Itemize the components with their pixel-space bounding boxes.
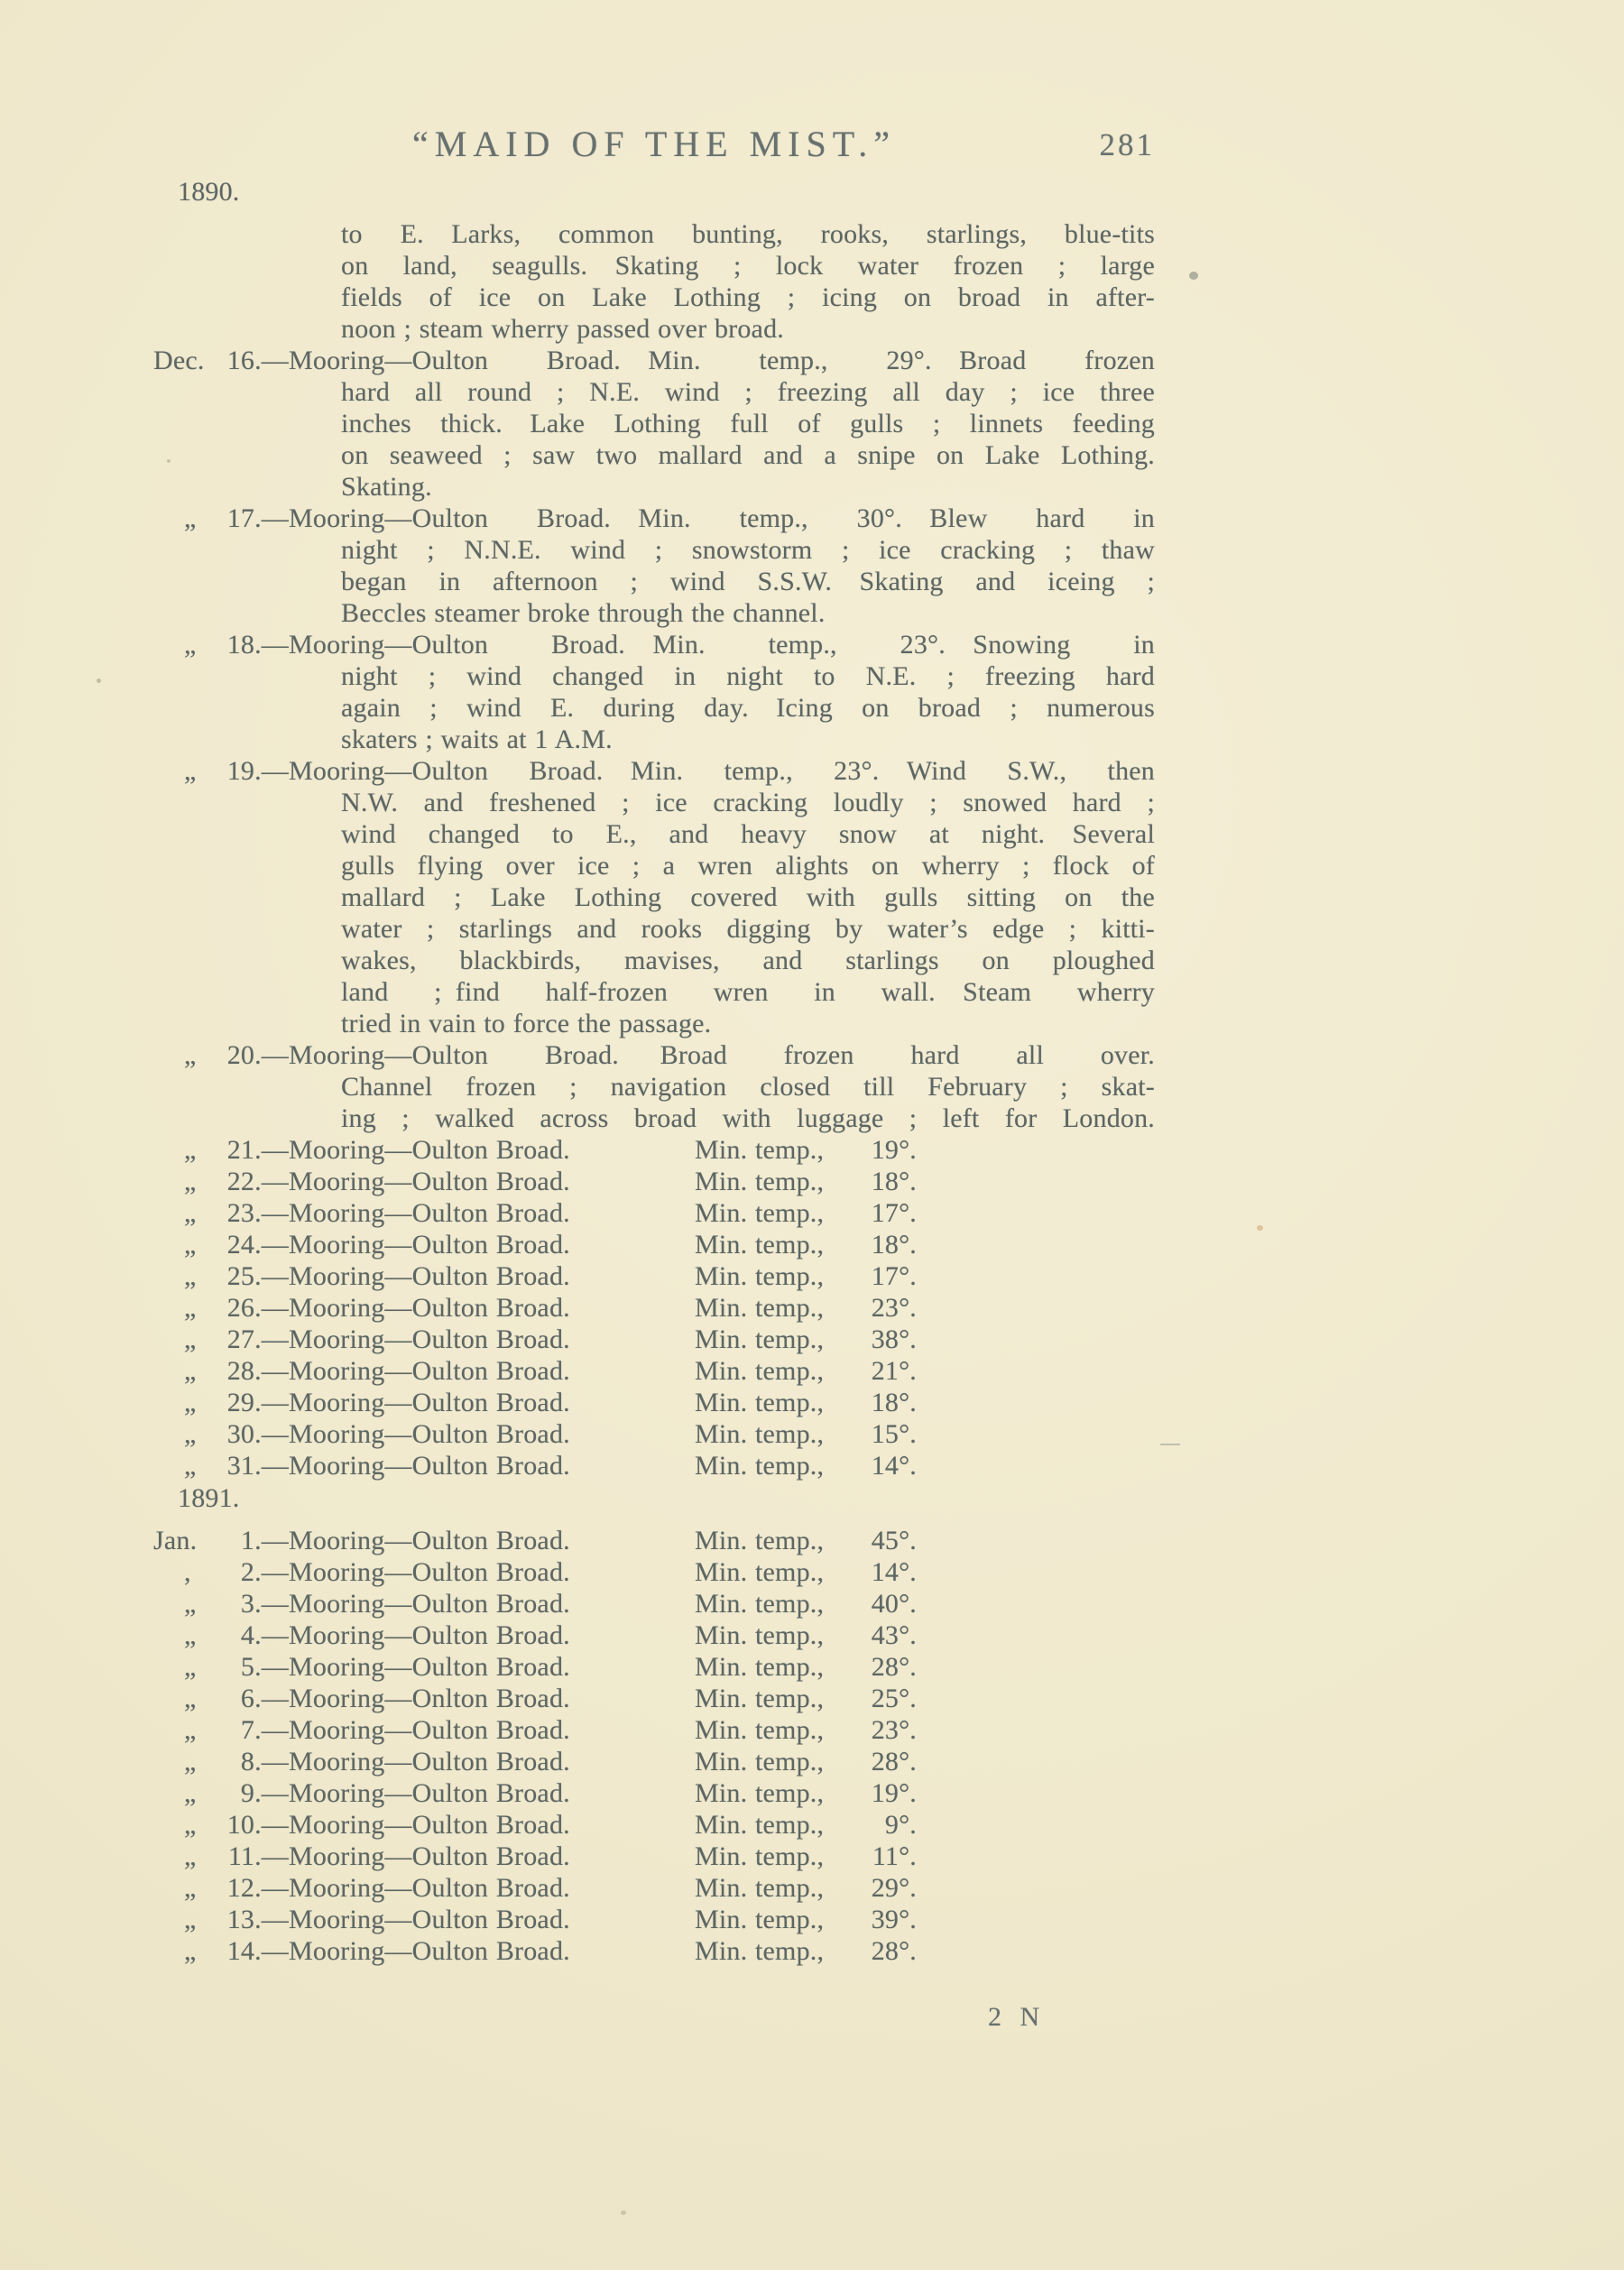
log-entry: [153, 1809, 1155, 1841]
entry-line: [153, 1166, 1155, 1197]
entry-line: on seaweed ; saw two mallard and a snipe on Lake Lothing.: [341, 440, 1155, 470]
entry-line: [153, 1229, 1155, 1260]
entry-line: N.W. and freshened ; ice cracking loudly ; snowed hard ;: [341, 788, 1155, 817]
min-temp-label: Min. temp.,: [695, 1620, 825, 1650]
entry-line: [153, 1355, 1155, 1387]
temp-value: 14°.: [871, 1557, 917, 1587]
entry-month: Dec.: [153, 346, 205, 375]
mooring-col: Mooring—Oulton Broad.: [289, 1451, 570, 1481]
mooring-col: Mooring—Oulton Broad.: [289, 1388, 570, 1417]
entry-day: 26.—: [226, 1293, 289, 1323]
entry-month: „: [184, 1261, 197, 1291]
printer-signature: 2 N: [988, 2002, 1046, 2032]
entry-line: [153, 1683, 1155, 1714]
mooring-col: Mooring—Oulton Broad.: [289, 1873, 570, 1903]
log-entry: [153, 218, 1155, 345]
entry-line: land ; find half-frozen wren in wall. Steam wherry: [341, 977, 1155, 1007]
entry-line: again ; wind E. during day. Icing on broad ; numerous: [341, 693, 1155, 723]
temp-value: 18°.: [871, 1388, 917, 1417]
log-entry: [153, 345, 1155, 503]
mooring-col: Mooring—Oulton Broad.: [289, 1419, 570, 1449]
min-temp-label: Min. temp.,: [695, 1451, 825, 1481]
entry-line: to E. Larks, common bunting, rooks, starlings, blue-tits: [341, 219, 1155, 249]
entry-line: night ; wind changed in night to N.E. ; freezing hard: [341, 661, 1155, 691]
min-temp-label: Min. temp.,: [695, 1747, 825, 1776]
temp-value: 28°.: [871, 1747, 917, 1776]
mooring-col: Mooring—Oulton Broad.: [289, 1356, 570, 1386]
log-entry: [153, 1651, 1155, 1683]
temp-value: 38°.: [871, 1324, 917, 1354]
temp-value: 29°.: [871, 1873, 917, 1903]
entry-day: 17.—: [226, 503, 289, 533]
entry-line: gulls flying over ice ; a wren alights on wherry ; flock of: [341, 851, 1155, 881]
entry-month: „: [184, 756, 197, 786]
log-entry: [153, 1229, 1155, 1260]
entry-day: 25.—: [226, 1261, 289, 1291]
entry-day: 8.—: [240, 1747, 289, 1776]
temp-value: 23°.: [871, 1715, 917, 1745]
log-entry: [153, 1450, 1155, 1481]
entry-line: Beccles steamer broke through the channel.: [341, 598, 826, 628]
entry-line: „ 17.— Mooring—Oulton Broad. Min. temp., 30°. Blew hard in: [153, 503, 1155, 534]
entry-date-label: [153, 1229, 289, 1260]
temp-value: 14°.: [871, 1451, 917, 1481]
entry-month: „: [184, 1198, 197, 1228]
entry-month: „: [184, 1589, 197, 1619]
page-header: [153, 123, 1155, 173]
min-temp-label: Min. temp.,: [695, 1810, 825, 1840]
entry-day: 2.—: [240, 1557, 289, 1587]
mooring-col: Mooring—Oulton Broad.: [289, 1198, 570, 1228]
min-temp-label: Min. temp.,: [695, 1356, 825, 1386]
mooring-col: Mooring—Oulton Broad.: [289, 1557, 570, 1587]
mooring-col: Mooring—Oulton Broad.: [289, 1135, 570, 1165]
page-body: [153, 175, 1155, 2033]
mooring-col: Mooring—Oulton Broad.: [289, 1167, 570, 1196]
mooring-col: Mooring—Oulton Broad.: [289, 1293, 570, 1323]
entry-date-label: [153, 1935, 289, 1967]
temp-value: 28°.: [871, 1652, 917, 1682]
min-temp-label: Min. temp.,: [695, 1589, 825, 1619]
min-temp-label: Min. temp.,: [695, 1652, 825, 1682]
entry-line: fields of ice on Lake Lothing ; icing on broad in after-: [341, 282, 1155, 312]
entry-month: „: [184, 1388, 197, 1417]
entry-month: „: [184, 1905, 197, 1934]
entry-line: water ; starlings and rooks digging by water’s edge ; kitti-: [341, 914, 1155, 944]
temp-value: 11°.: [872, 1841, 917, 1871]
entry-day: 28.—: [226, 1356, 289, 1386]
entry-month: „: [184, 1873, 197, 1903]
entry-line: on land, seagulls. Skating ; lock water frozen ; large: [341, 251, 1155, 281]
min-temp-label: Min. temp.,: [695, 1261, 825, 1291]
log-entry: [153, 1324, 1155, 1355]
min-temp-label: Min. temp.,: [695, 1936, 825, 1966]
entry-month: „: [184, 630, 197, 660]
paper-speck: [1160, 1444, 1180, 1445]
temp-value: 19°.: [871, 1778, 917, 1808]
entry-day: 24.—: [226, 1230, 289, 1260]
temp-value: 43°.: [871, 1620, 917, 1650]
entry-line: Skating.: [341, 472, 432, 502]
entry-month: „: [184, 1778, 197, 1808]
temp-value: 39°.: [871, 1905, 917, 1934]
min-temp-label: Min. temp.,: [695, 1557, 825, 1587]
entry-date-label: [153, 1134, 289, 1166]
paper-speck: [621, 2210, 626, 2215]
entry-line: [153, 1556, 1155, 1588]
entry-day: 12.—: [226, 1873, 289, 1903]
entry-date-label: [153, 1039, 289, 1071]
entry-line: [153, 1134, 1155, 1166]
paper-speck: [97, 678, 101, 683]
entry-month: ,: [184, 1557, 191, 1587]
mooring-col: Mooring—Oulton Broad.: [289, 1526, 570, 1555]
temp-value: 25°.: [871, 1684, 917, 1713]
entry-month: „: [184, 1324, 197, 1354]
log-entry: [153, 629, 1155, 755]
entry-date-label: [153, 1746, 289, 1777]
entry-date-label: [153, 345, 289, 376]
mooring-col: Mooring—Oulton Broad.: [289, 1778, 570, 1808]
entry-line: [153, 1619, 1155, 1651]
temp-value: 45°.: [871, 1526, 917, 1555]
temp-value: 40°.: [871, 1589, 917, 1619]
entry-month: „: [184, 1451, 197, 1481]
entry-date-label: [153, 1714, 289, 1746]
entry-month: „: [184, 1230, 197, 1260]
min-temp-label: Min. temp.,: [695, 1167, 825, 1196]
entry-date-label: [153, 1841, 289, 1872]
entry-line: „ 19.— Mooring—Oulton Broad. Min. temp., 23°. Wind S.W., then: [153, 755, 1155, 787]
log-entry: [153, 755, 1155, 1039]
entry-line: [153, 1450, 1155, 1481]
temp-value: 18°.: [871, 1167, 917, 1196]
entry-line: „ 20.— Mooring—Oulton Broad. Broad frozen hard all over.: [153, 1039, 1155, 1071]
entry-line: [153, 1418, 1155, 1450]
entry-day: 14.—: [226, 1936, 289, 1966]
entry-line: began in afternoon ; wind S.S.W. Skating and iceing ;: [341, 567, 1155, 596]
entry-day: 16.—: [226, 346, 289, 375]
entry-day: 9.—: [240, 1778, 289, 1808]
entry-line: [153, 1746, 1155, 1777]
entry-month: „: [184, 1715, 197, 1745]
log-entry: [153, 1714, 1155, 1746]
entry-month: „: [184, 1135, 197, 1165]
entry-line: [153, 1324, 1155, 1355]
temp-value: 28°.: [871, 1936, 917, 1966]
entry-day: 4.—: [240, 1620, 289, 1650]
log-entry: [153, 1619, 1155, 1651]
entry-date-label: [153, 1683, 289, 1714]
min-temp-label: Min. temp.,: [695, 1230, 825, 1260]
paper-speck: [1257, 1225, 1263, 1231]
entry-date-label: [153, 1450, 289, 1481]
mooring-col: Mooring—Oulton Broad.: [289, 1620, 570, 1650]
entry-month: „: [184, 1040, 197, 1070]
entry-line: [153, 1525, 1155, 1556]
log-entry: [153, 1292, 1155, 1324]
entry-date-label: [153, 1809, 289, 1841]
entry-date-label: [153, 1197, 289, 1229]
entry-day: 7.—: [240, 1715, 289, 1745]
entry-month: „: [184, 1167, 197, 1196]
log-entry: [153, 1777, 1155, 1809]
entry-month: „: [184, 503, 197, 533]
entry-line: Channel frozen ; navigation closed till February ; skat-: [341, 1072, 1155, 1102]
entry-date-label: [153, 1355, 289, 1387]
entry-day: 27.—: [226, 1324, 289, 1354]
entry-line: [153, 1777, 1155, 1809]
mooring-col: Mooring—Oulton Broad.: [289, 1324, 570, 1354]
mooring-col: Mooring—Oulton Broad.: [289, 1905, 570, 1934]
mooring-col: Mooring—Oulton Broad.: [289, 1652, 570, 1682]
entry-date-label: [153, 1418, 289, 1450]
entry-line: [153, 1841, 1155, 1872]
entry-month: „: [184, 1652, 197, 1682]
paper-speck: [1189, 272, 1198, 280]
entry-day: 11.—: [227, 1841, 289, 1871]
entry-date-label: [153, 1292, 289, 1324]
entry-month: „: [184, 1293, 197, 1323]
entry-date-label: [153, 1525, 289, 1556]
entry-date-label: [153, 1651, 289, 1683]
entry-month: „: [184, 1841, 197, 1871]
entry-date-label: [153, 1166, 289, 1197]
temp-value: 17°.: [871, 1198, 917, 1228]
log-entry: [153, 1355, 1155, 1387]
temp-value: 17°.: [871, 1261, 917, 1291]
entry-line: [153, 1935, 1155, 1967]
log-entry: [153, 1039, 1155, 1134]
entry-line: [153, 1292, 1155, 1324]
entry-line: [153, 1714, 1155, 1746]
entry-line: [153, 1588, 1155, 1619]
page-number: 281: [1099, 127, 1155, 162]
paper-speck: [167, 459, 171, 463]
entry-month: „: [184, 1747, 197, 1776]
mooring-col: Mooring—Onlton Broad.: [289, 1684, 570, 1713]
entry-day: 19.—: [226, 756, 289, 786]
entry-date-label: [153, 629, 289, 660]
temp-value: 19°.: [871, 1135, 917, 1165]
entry-day: 30.—: [226, 1419, 289, 1449]
entry-line: [153, 1260, 1155, 1292]
entry-month: „: [184, 1620, 197, 1650]
log-entry: [153, 1683, 1155, 1714]
entry-date-label: [153, 755, 289, 787]
min-temp-label: Min. temp.,: [695, 1778, 825, 1808]
mooring-col: Mooring—Oulton Broad.: [289, 1589, 570, 1619]
temp-value: 9°.: [884, 1810, 917, 1840]
log-entry: [153, 503, 1155, 629]
min-temp-label: Min. temp.,: [695, 1873, 825, 1903]
mooring-col: Mooring—Oulton Broad.: [289, 1841, 570, 1871]
log-entry: [153, 1904, 1155, 1935]
log-entry: [153, 1260, 1155, 1292]
log-entry: [153, 1872, 1155, 1904]
log-entry: [153, 1556, 1155, 1588]
entry-day: 3.—: [240, 1589, 289, 1619]
entry-line: [153, 1904, 1155, 1935]
entry-day: 31.—: [226, 1451, 289, 1481]
entry-date-label: [153, 503, 289, 534]
entry-day: 10.—: [226, 1810, 289, 1840]
min-temp-label: Min. temp.,: [695, 1526, 825, 1555]
entry-line: [153, 1197, 1155, 1229]
mooring-col: Mooring—Oulton Broad.: [289, 1936, 570, 1966]
min-temp-label: Min. temp.,: [695, 1419, 825, 1449]
entry-month: „: [184, 1356, 197, 1386]
mooring-col: Mooring—Oulton Broad.: [289, 1261, 570, 1291]
entry-month: „: [184, 1936, 197, 1966]
entry-line: „ 18.— Mooring—Oulton Broad. Min. temp., 23°. Snowing in: [153, 629, 1155, 660]
year-heading: 1890.: [178, 177, 240, 207]
log-entry: [153, 1134, 1155, 1166]
page-title: “MAID OF THE MIST.”: [412, 124, 896, 164]
entry-line: wind changed to E., and heavy snow at night. Several: [341, 819, 1155, 849]
mooring-col: Mooring—Oulton Broad.: [289, 1747, 570, 1776]
min-temp-label: Min. temp.,: [695, 1324, 825, 1354]
temp-value: 15°.: [871, 1419, 917, 1449]
entry-month: „: [184, 1810, 197, 1840]
min-temp-label: Min. temp.,: [695, 1198, 825, 1228]
entry-date-label: [153, 1588, 289, 1619]
mooring-col: Mooring—Oulton Broad.: [289, 1810, 570, 1840]
log-entry: [153, 1197, 1155, 1229]
entry-day: 20.—: [226, 1040, 289, 1070]
entry-day: 5.—: [240, 1652, 289, 1682]
entry-date-label: [153, 1260, 289, 1292]
entry-line: Dec. 16.— Mooring—Oulton Broad. Min. temp., 29°. Broad frozen: [153, 346, 1155, 375]
entry-line: night ; N.N.E. wind ; snowstorm ; ice cracking ; thaw: [341, 535, 1155, 565]
entry-line: ing ; walked across broad with luggage ; left for London.: [341, 1103, 1155, 1133]
entry-line: noon ; steam wherry passed over broad.: [341, 314, 784, 344]
log-entry: [153, 1525, 1155, 1556]
entry-date-label: [153, 1904, 289, 1935]
min-temp-label: Min. temp.,: [695, 1715, 825, 1745]
log-entry: [153, 1746, 1155, 1777]
entry-line: skaters ; waits at 1 A.M.: [341, 724, 613, 754]
temp-value: 21°.: [871, 1356, 917, 1386]
entry-month: Jan.: [153, 1526, 198, 1555]
year-heading: 1891.: [178, 1483, 240, 1513]
mooring-col: Mooring—Oulton Broad.: [289, 1715, 570, 1745]
entry-date-label: [153, 1777, 289, 1809]
log-entry: [153, 1588, 1155, 1619]
entry-day: 22.—: [226, 1167, 289, 1196]
entry-date-label: [153, 1387, 289, 1418]
log: [153, 176, 1155, 1967]
entry-day: 18.—: [226, 630, 289, 660]
entry-day: 13.—: [226, 1905, 289, 1934]
min-temp-label: Min. temp.,: [695, 1293, 825, 1323]
log-entry: [153, 1841, 1155, 1872]
entry-day: 21.—: [226, 1135, 289, 1165]
log-entry: [153, 1387, 1155, 1418]
entry-day: 23.—: [226, 1198, 289, 1228]
log-entry: [153, 1935, 1155, 1967]
entry-date-label: [153, 1556, 289, 1588]
entry-line: inches thick. Lake Lothing full of gulls ; linnets feeding: [341, 409, 1155, 438]
entry-line: [153, 1872, 1155, 1904]
mooring-col: Mooring—Oulton Broad.: [289, 1230, 570, 1260]
min-temp-label: Min. temp.,: [695, 1841, 825, 1871]
log-entry: [153, 1166, 1155, 1197]
min-temp-label: Min. temp.,: [695, 1388, 825, 1417]
entry-line: [153, 1387, 1155, 1418]
entry-day: 29.—: [226, 1388, 289, 1417]
min-temp-label: Min. temp.,: [695, 1135, 825, 1165]
entry-month: „: [184, 1684, 197, 1713]
log-entry: [153, 1418, 1155, 1450]
min-temp-label: Min. temp.,: [695, 1905, 825, 1934]
entry-line: tried in vain to force the passage.: [341, 1009, 712, 1038]
entry-date-label: [153, 1619, 289, 1651]
temp-value: 23°.: [871, 1293, 917, 1323]
entry-date-label: [153, 1324, 289, 1355]
entry-month: „: [184, 1419, 197, 1449]
entry-line: [153, 1651, 1155, 1683]
entry-day: 6.—: [240, 1684, 289, 1713]
entry-line: hard all round ; N.E. wind ; freezing all day ; ice three: [341, 377, 1155, 407]
min-temp-label: Min. temp.,: [695, 1684, 825, 1713]
entry-line: mallard ; Lake Lothing covered with gulls sitting on the: [341, 882, 1155, 912]
entry-line: wakes, blackbirds, mavises, and starlings on ploughed: [341, 946, 1155, 975]
entry-day: 1.—: [240, 1526, 289, 1555]
entry-line: [153, 1809, 1155, 1841]
entry-date-label: [153, 1872, 289, 1904]
temp-value: 18°.: [871, 1230, 917, 1260]
